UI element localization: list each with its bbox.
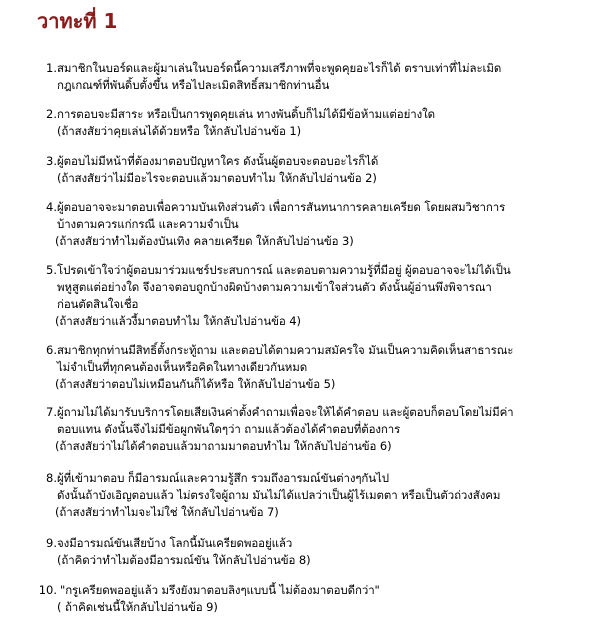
rule-item	[0, 106, 613, 140]
page-title: วาทะที่ 1	[37, 9, 118, 33]
rule-text-line: (ถ้าสงสัยว่าทำไมต้องบันเทิง คลายเครียด ให้กลับไปอ่านข้อ 3)	[55, 234, 354, 248]
rule-number: 4.	[46, 200, 57, 214]
rule-text-line: ผู้ที่เข้ามาตอบ ก็มีอารมณ์และความรู้สึก รวมถึงอารมณ์ขันต่างๆกันไป	[57, 471, 389, 485]
rule-number: 2.	[46, 107, 57, 121]
rule-number: 1.	[46, 61, 57, 75]
rule-text-line: สมาชิกทุกท่านมีสิทธิ์ตั้งกระทู้ถาม และตอบได้ตามความสมัครใจ มันเป็นความคิดเห็นสาธารณะ	[57, 343, 514, 357]
rule-text-line: ดังนั้นถ้าบังเอิญตอบแล้ว ไม่ตรงใจผู้ถาม มันไม่ได้แปลว่าเป็นผู้ไร้เมตตา หรือเป็นตัวถ่วงสังคม	[57, 488, 501, 502]
rule-number: 3.	[46, 154, 57, 168]
rule-item	[0, 199, 613, 250]
rule-text-line: (ถ้าสงสัยว่าไม่ได้คำตอบแล้วมาถามมาตอบทำไม ให้กลับไปอ่านข้อ 6)	[55, 439, 392, 453]
rule-text-line: (ถ้าสงสัยว่าตอบไม่เหมือนกันก็ได้หรือ ให้กลับไปอ่านข้อ 5)	[55, 377, 336, 391]
rule-text-line: กฎเกณฑ์ที่พันดิ้บตั้งขึ้น หรือไปละเมิดสิทธิ์สมาชิกท่านอื่น	[57, 78, 330, 92]
rule-text-line: (ถ้าสงสัยว่าคุยเล่นได้ด้วยหรือ ให้กลับไปอ่านข้อ 1)	[57, 124, 301, 138]
rule-item	[0, 582, 613, 616]
rule-text-line: จงมีอารมณ์ขันเสียบ้าง โลกนี้มันเครียดพออยู่แล้ว	[57, 536, 293, 550]
rule-text-line: สมาชิกในบอร์ดและผู้มาเล่นในบอร์ดนี้ความเสรีภาพที่จะพูดคุยอะไรก็ได้ ตราบเท่าที่ไม่ละเมิด	[57, 61, 502, 75]
rule-text-line: ก่อนตัดสินใจเชื่อ	[57, 297, 139, 311]
rule-text-line: "กรูเครียดพออยู่แล้ว มรึงยังมาตอบลิงๆแบบนี้ ไม่ต้องมาตอบดีกว่า"	[60, 583, 380, 597]
rule-number: 9.	[46, 536, 57, 550]
rule-text-line: (ถ้าคิดว่าทำไมต้องมีอารมณ์ขัน ให้กลับไปอ่านข้อ 8)	[57, 553, 311, 567]
rule-text-line: (ถ้าสงสัยว่าไม่มีอะไรจะตอบแล้วมาตอบทำไม ให้กลับไปอ่านข้อ 2)	[57, 171, 377, 185]
rule-text-line: โปรดเข้าใจว่าผู้ตอบมาร่วมแชร์ประสบการณ์ และตอบตามความรู้ที่มีอยู่ ผู้ตอบอาจจะไม่ได้เป็น	[57, 263, 511, 277]
rule-number: 8.	[46, 471, 57, 485]
rule-item	[0, 153, 613, 187]
rule-item	[0, 535, 613, 569]
rule-text-line: บ้างตามควรแก่กรณี และความจำเป็น	[57, 217, 239, 231]
rule-item	[0, 342, 613, 393]
rule-number: 7.	[46, 405, 57, 419]
rule-text-line: (ถ้าสงสัยว่าแล้วงี้มาตอบทำไม ให้กลับไปอ่านข้อ 4)	[55, 314, 301, 328]
rule-item	[0, 60, 613, 94]
rule-text-line: พหูสูตแต่อย่างใด จึงอาจตอบถูกบ้างผิดบ้างตามความเข้าใจส่วนตัว ดังนั้นผู้อ่านพึงพิจารณา	[57, 280, 492, 294]
rule-text-line: ไม่จำเป็นที่ทุกคนต้องเห็นหรือคิดในทางเดียวกันหมด	[57, 360, 308, 374]
rule-text-line: ผู้ตอบไม่มีหน้าที่ต้องมาตอบปัญหาใคร ดังนั้นผู้ตอบจะตอบอะไรก็ได้	[57, 154, 379, 168]
rule-number: 10.	[38, 583, 57, 597]
rule-text-line: ตอบแทน ดังนั้นจึงไม่มีข้อผูกพันใดๆว่า ถามแล้วต้องได้คำตอบที่ต้องการ	[57, 422, 401, 436]
rule-number: 6.	[46, 343, 57, 357]
rule-text-line: (ถ้าสงสัยว่าทำไมจะไม่ใช่ ให้กลับไปอ่านข้อ 7)	[55, 505, 279, 519]
rule-item	[0, 262, 613, 330]
rule-text-line: ผู้ถามไม่ได้มารับบริการโดยเสียเงินค่าตั้งคำถามเพื่อจะให้ได้คำตอบ และผู้ตอบก็ตอบโดยไม่มีค่า	[57, 405, 514, 419]
rule-text-line: ( ถ้าคิดเช่นนี้ให้กลับไปอ่านข้อ 9)	[57, 600, 218, 614]
rule-number: 5.	[46, 263, 57, 277]
rule-text-line: ผู้ตอบอาจจะมาตอบเพื่อความบันเทิงส่วนตัว เพื่อการสันทนาการคลายเครียด โดยผสมวิชาการ	[57, 200, 506, 214]
rule-item	[0, 470, 613, 521]
rule-item	[0, 404, 613, 455]
rule-text-line: การตอบจะมีสาระ หรือเป็นการพูดคุยเล่น ทางพันดิ้บก็ไม่ได้มีข้อห้ามแต่อย่างใด	[57, 107, 435, 121]
